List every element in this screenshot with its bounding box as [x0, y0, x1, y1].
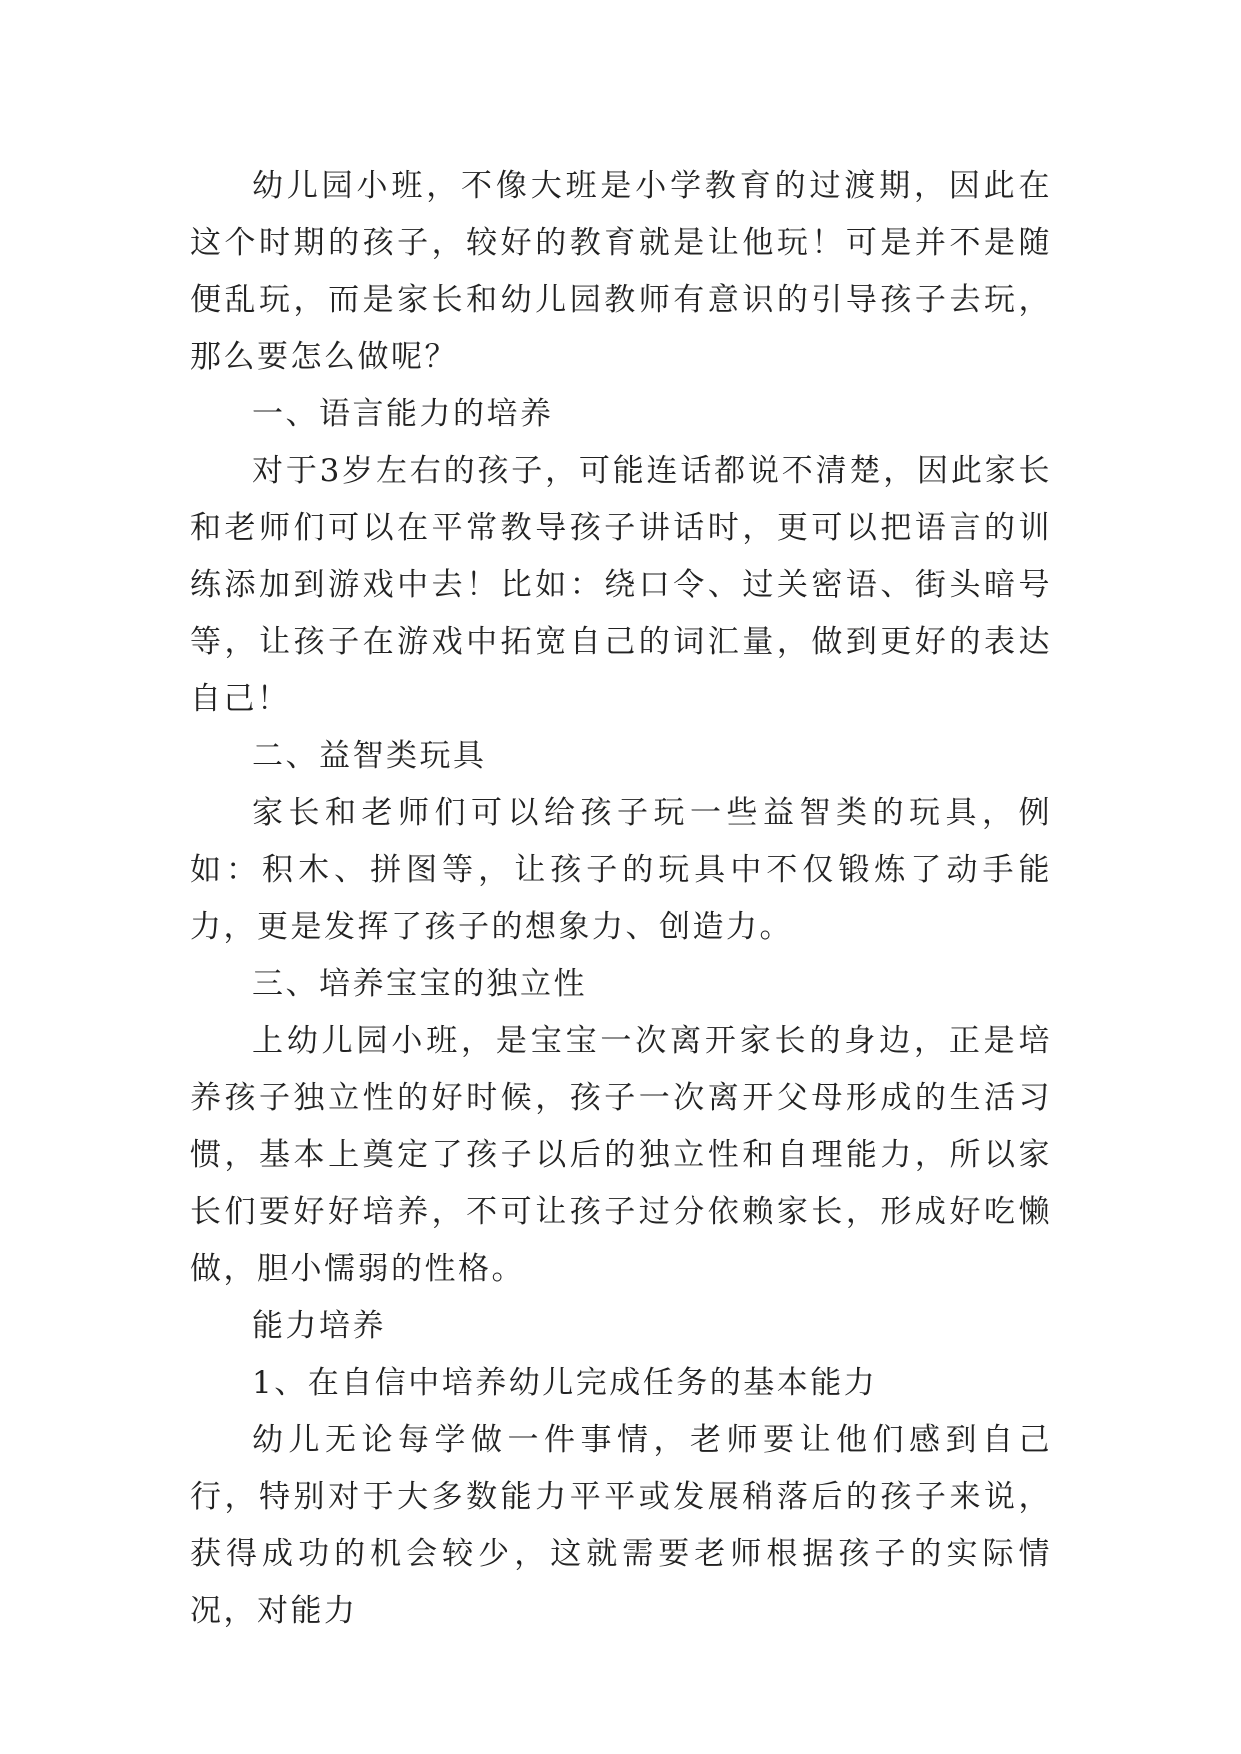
heading-independence: 三、培养宝宝的独立性	[252, 966, 587, 1002]
paragraph-language-ability: 对于3岁左右的孩子，可能连话都说不清楚，因此家长和老师们可以在平常教导孩子讲话时，更可以把语言的训练添加到游戏中去！比如：绕口令、过关密语、街头暗号等，让孩子在游戏中拓宽自己的词汇量，做到更好的表达自己！	[190, 453, 1052, 717]
heading-ability-training: 能力培养	[252, 1308, 386, 1344]
heading-educational-toys: 二、益智类玩具	[252, 738, 487, 774]
paragraph-independence: 上幼儿园小班，是宝宝一次离开家长的身边，正是培养孩子独立性的好时候，孩子一次离开父母形成的生活习惯，基本上奠定了孩子以后的独立性和自理能力，所以家长们要好好培养，不可让孩子过分依赖家长，形成好吃懒做，胆小懦弱的性格。	[190, 1023, 1052, 1287]
paragraph-confidence: 幼儿无论每学做一件事情，老师要让他们感到自己行，特别对于大多数能力平平或发展稍落后的孩子来说，获得成功的机会较少，这就需要老师根据孩子的实际情况，对能力	[190, 1422, 1052, 1629]
document-body	[190, 158, 1052, 1640]
paragraph-intro: 幼儿园小班，不像大班是小学教育的过渡期，因此在这个时期的孩子，较好的教育就是让他玩！可是并不是随便乱玩，而是家长和幼儿园教师有意识的引导孩子去玩，那么要怎么做呢？	[190, 168, 1052, 375]
heading-language-ability: 一、语言能力的培养	[252, 396, 554, 432]
paragraph-educational-toys: 家长和老师们可以给孩子玩一些益智类的玩具，例如：积木、拼图等，让孩子的玩具中不仅锻炼了动手能力，更是发挥了孩子的想象力、创造力。	[190, 795, 1052, 945]
subheading-confidence: 1、在自信中培养幼儿完成任务的基本能力	[252, 1365, 878, 1401]
